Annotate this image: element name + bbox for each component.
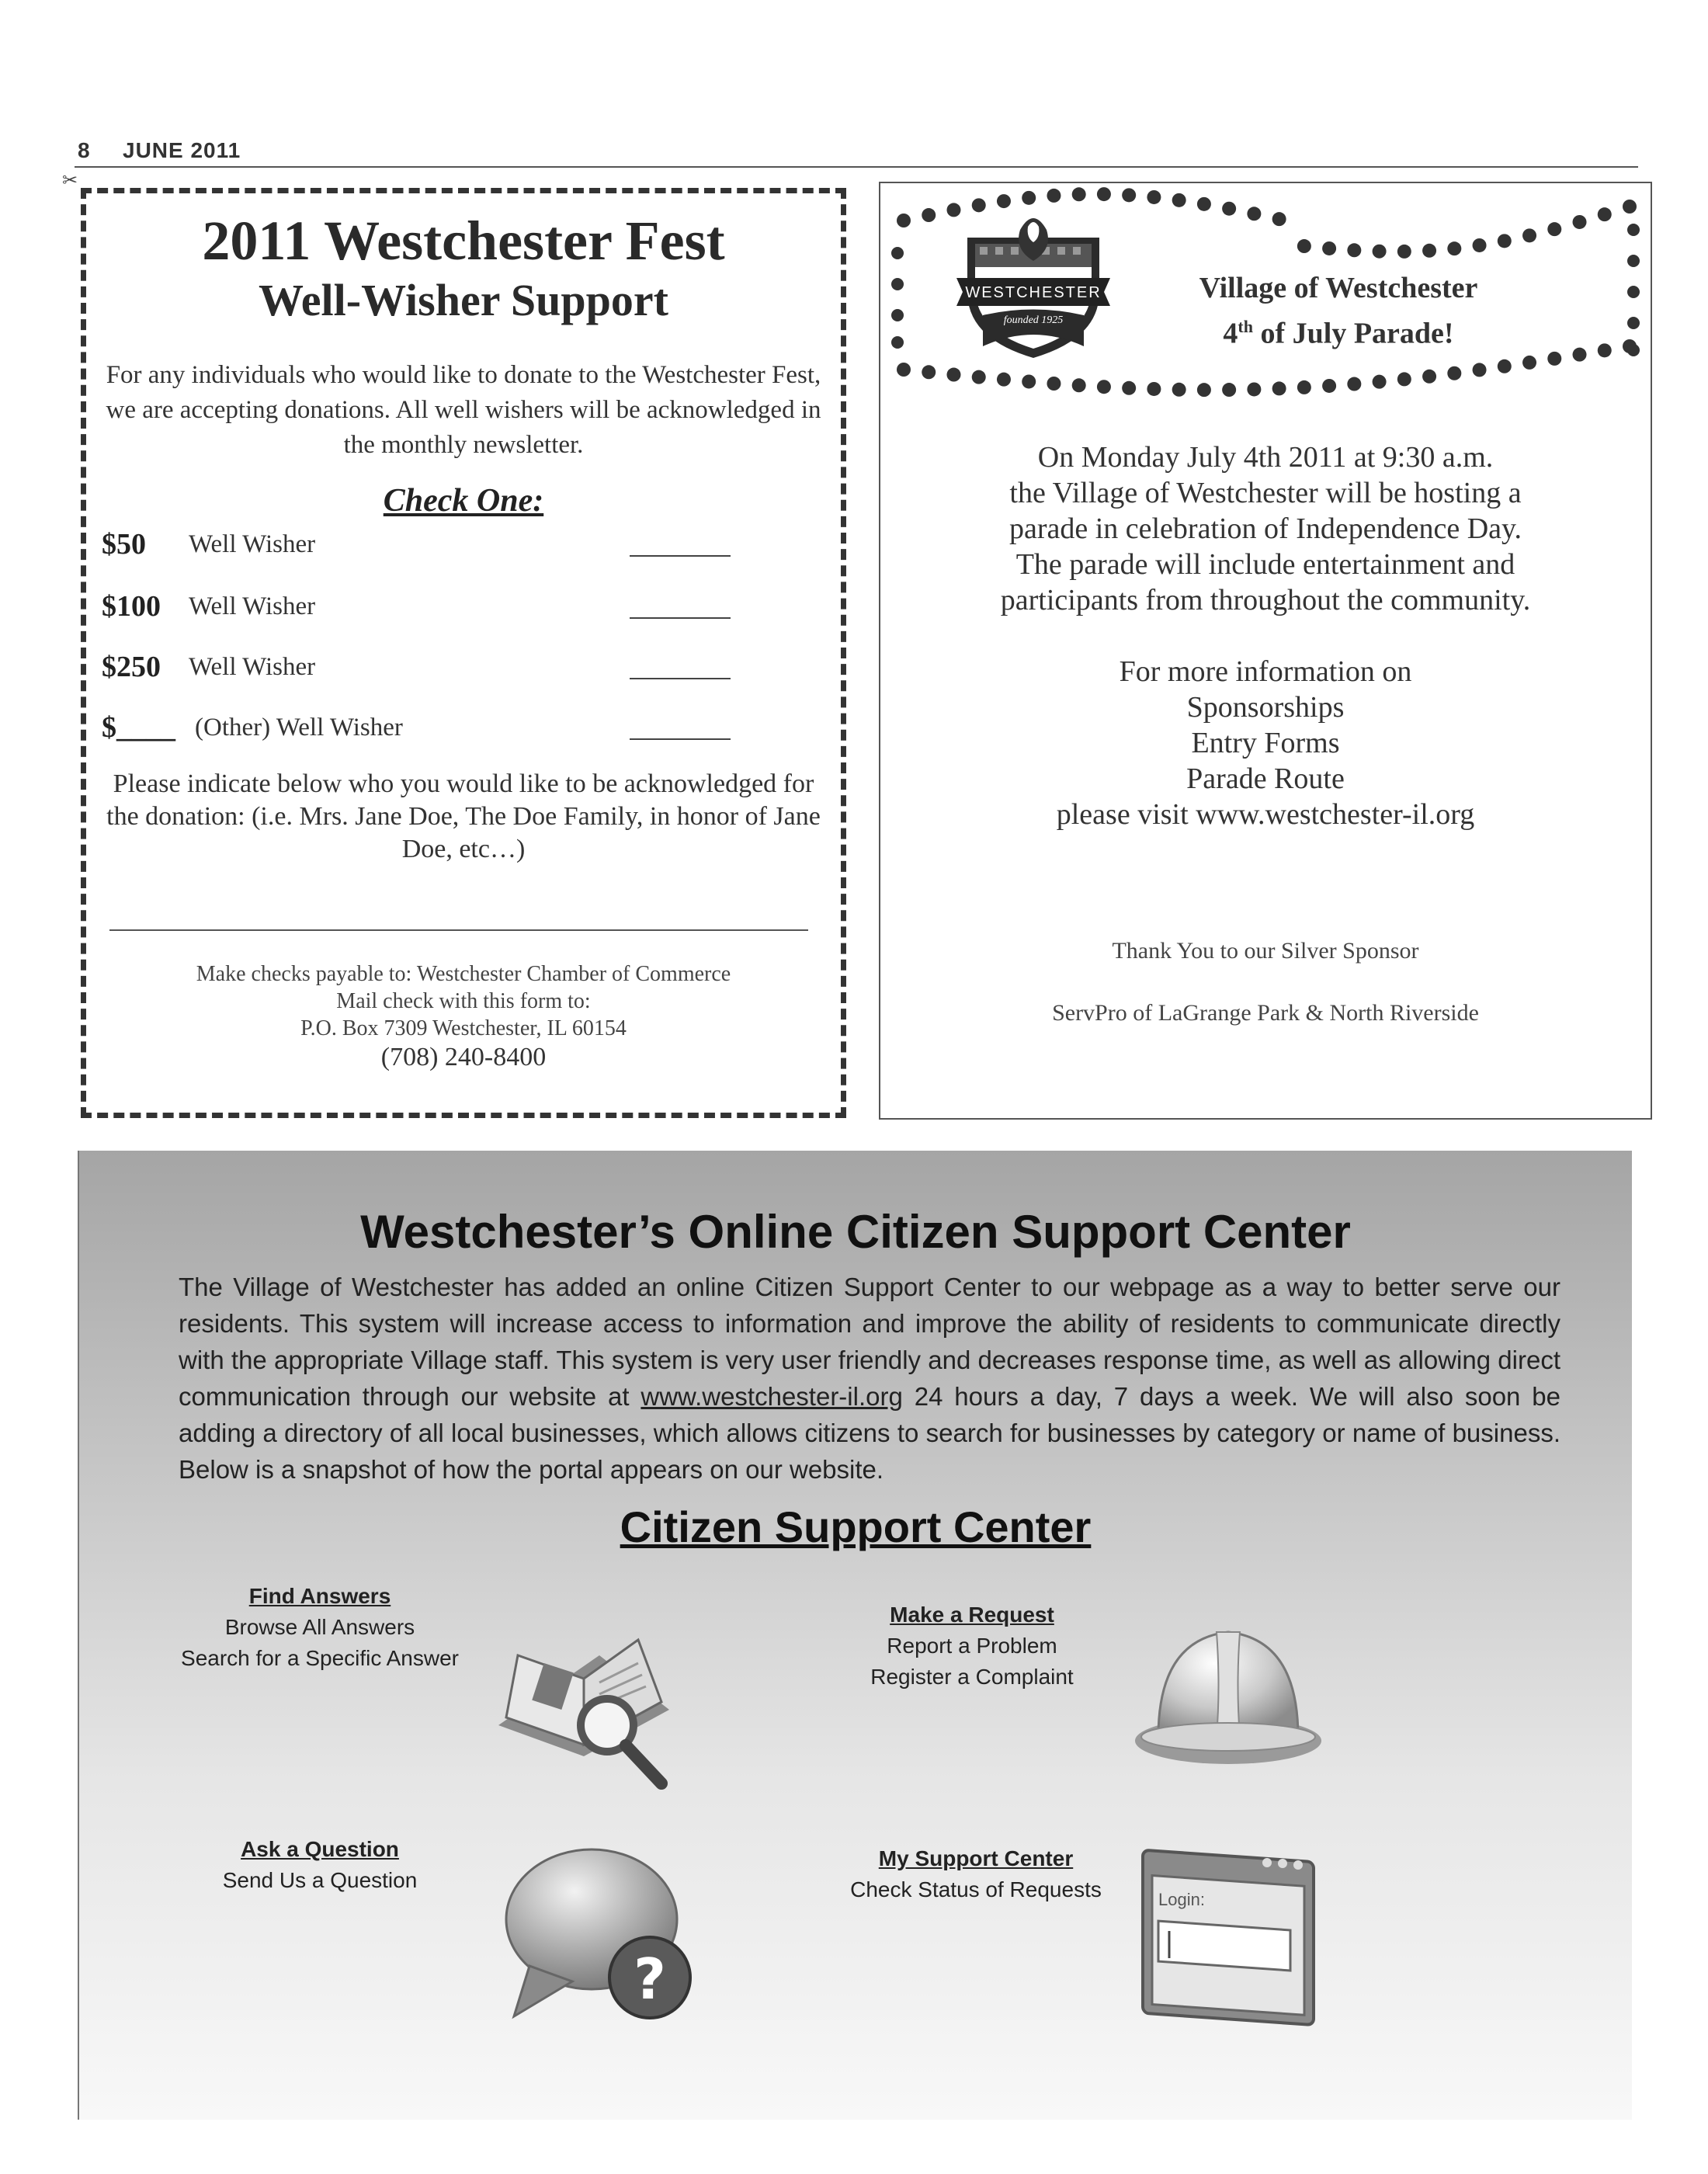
option-checkline[interactable] xyxy=(630,555,731,557)
header-rule xyxy=(75,166,1638,168)
option-label: Well Wisher xyxy=(189,530,316,558)
body-line: parade in celebration of Independence Day. xyxy=(1008,512,1522,545)
speech-bubble-question-icon[interactable] xyxy=(498,1834,708,2028)
acknowledge-text: Please indicate below who you would like to be acknowledged for the donation: (i.e. Mrs. Jane Doe, The Doe Family, in honor of Jane Doe, etc…) xyxy=(106,769,821,863)
banner-dot xyxy=(1547,352,1561,366)
banner-dot xyxy=(1197,197,1211,211)
logo-founded: founded 1925 xyxy=(1003,314,1064,326)
my-support-center-link[interactable]: My Support Center xyxy=(878,1846,1074,1870)
make-request-group xyxy=(856,1599,1088,1693)
body-line: On Monday July 4th 2011 at 9:30 a.m. xyxy=(1037,441,1494,474)
well-wisher-coupon xyxy=(81,188,846,1118)
browse-all-answers-link[interactable]: Browse All Answers xyxy=(224,1615,415,1639)
banner-dot xyxy=(997,373,1011,387)
banner-dot xyxy=(1272,212,1286,226)
parade-title-line2: 4th of July Parade! xyxy=(1223,317,1454,350)
login-label: Login: xyxy=(1158,1890,1205,1909)
address-text: P.O. Box 7309 Westchester, IL 60154 xyxy=(300,1016,627,1040)
banner-dot xyxy=(1147,190,1161,204)
option-checkline[interactable] xyxy=(630,738,731,740)
banner-dot xyxy=(1522,356,1536,370)
sponsor-name: ServPro of LaGrange Park & North Riverside xyxy=(1052,1000,1479,1026)
option-amount: $____ xyxy=(102,711,175,744)
banner-dot xyxy=(1122,381,1136,395)
banner-dot xyxy=(922,365,936,379)
banner-dot xyxy=(1373,375,1387,389)
banner-dot xyxy=(891,336,904,349)
phone-number: (708) 240-8400 xyxy=(380,1043,547,1071)
find-answers-group xyxy=(165,1581,475,1674)
ask-question-link[interactable]: Ask a Question xyxy=(241,1837,399,1861)
option-label: Well Wisher xyxy=(189,592,316,620)
parade-description xyxy=(880,439,1651,618)
body-line: participants from throughout the community. xyxy=(1000,584,1531,616)
banner-dot xyxy=(1122,188,1136,202)
banner-dot xyxy=(1498,359,1512,373)
banner-dot xyxy=(1422,244,1436,258)
banner-dot xyxy=(1373,245,1387,259)
banner-dot xyxy=(1627,224,1640,236)
banner-dot xyxy=(1072,187,1086,201)
option-label: (Other) Well Wisher xyxy=(195,714,403,741)
coupon-intro: For any individuals who would like to donate to the Westchester Fest, we are accepting donations. All well wishers will be acknowledged in the monthly newsletter. xyxy=(106,361,821,459)
banner-dot xyxy=(1097,187,1111,201)
mailing-info xyxy=(86,960,841,1042)
logo-text: WESTCHESTER xyxy=(965,284,1102,301)
banner-dot xyxy=(1197,383,1211,397)
book-magnifier-icon[interactable] xyxy=(483,1609,685,1795)
banner-dot xyxy=(1322,241,1336,255)
banner-dot xyxy=(1447,241,1461,255)
banner-dot xyxy=(1172,193,1186,207)
banner-dot xyxy=(1047,377,1061,391)
banner-dot xyxy=(1598,343,1612,357)
banner-dot xyxy=(1097,380,1111,394)
banner-dot xyxy=(1598,207,1612,221)
website-link[interactable]: www.westchester-il.org xyxy=(640,1382,903,1411)
banner-dot xyxy=(1347,377,1361,391)
coupon-subtitle: Well-Wisher Support xyxy=(258,275,668,325)
banner-dot xyxy=(891,278,904,290)
banner-dot xyxy=(1422,370,1436,384)
banner-dot xyxy=(1247,382,1261,396)
parade-title xyxy=(1137,269,1540,353)
banner-dot xyxy=(1072,378,1086,392)
coupon-title: 2011 Westchester Fest xyxy=(202,210,725,272)
banner-dot xyxy=(1473,238,1487,252)
mail-text: Mail check with this form to: xyxy=(336,989,591,1013)
issue-date: JUNE 2011 xyxy=(123,138,241,162)
banner-dot xyxy=(946,368,960,382)
option-50 xyxy=(102,527,831,574)
banner-dot xyxy=(1573,215,1587,229)
banner-dot xyxy=(1297,239,1311,253)
make-request-link[interactable]: Make a Request xyxy=(890,1603,1054,1627)
option-100 xyxy=(102,589,831,636)
check-one-heading: Check One: xyxy=(383,483,544,519)
find-answers-link[interactable]: Find Answers xyxy=(248,1584,391,1608)
westchester-logo xyxy=(952,207,1115,362)
option-checkline[interactable] xyxy=(630,678,731,679)
info-line-website[interactable]: please visit www.westchester-il.org xyxy=(1056,798,1475,831)
banner-dot xyxy=(891,309,904,321)
info-line: Sponsorships xyxy=(1186,691,1345,724)
register-complaint-link[interactable]: Register a Complaint xyxy=(870,1665,1074,1689)
option-checkline[interactable] xyxy=(630,617,731,619)
banner-dot xyxy=(1627,286,1640,298)
option-250 xyxy=(102,650,831,696)
banner-dot xyxy=(1627,344,1640,356)
banner-dot xyxy=(972,370,986,384)
citizen-support-center-title: Citizen Support Center xyxy=(620,1502,1092,1551)
banner-dot xyxy=(1172,383,1186,397)
info-line: For more information on xyxy=(1119,655,1412,688)
ask-question-group xyxy=(203,1834,436,1896)
report-problem-link[interactable]: Report a Problem xyxy=(887,1634,1057,1658)
search-answer-link[interactable]: Search for a Specific Answer xyxy=(181,1646,459,1670)
banner-dot xyxy=(1022,191,1036,205)
support-heading: Westchester’s Online Citizen Support Center xyxy=(360,1206,1351,1258)
banner-dot xyxy=(1397,245,1411,259)
citizen-support-section xyxy=(79,1151,1632,2120)
banner-dot xyxy=(1347,243,1361,257)
option-other xyxy=(102,710,831,757)
banner-dot xyxy=(1627,255,1640,267)
banner-dot xyxy=(1447,366,1461,380)
banner-dot xyxy=(1573,348,1587,362)
body-line: The parade will include entertainment and xyxy=(1015,548,1515,581)
send-question-link[interactable]: Send Us a Question xyxy=(222,1868,418,1892)
option-amount: $250 xyxy=(102,651,161,683)
option-amount: $100 xyxy=(102,590,161,623)
hard-hat-icon[interactable] xyxy=(1127,1609,1329,1772)
scissors-icon: ✂ xyxy=(62,169,78,191)
banner-dot xyxy=(1397,372,1411,386)
body-line: the Village of Westchester will be hosting a xyxy=(1009,477,1522,509)
banner-dot xyxy=(1547,222,1561,236)
check-status-link[interactable]: Check Status of Requests xyxy=(850,1877,1102,1901)
parade-title-line1: Village of Westchester xyxy=(1199,272,1478,304)
banner-dot xyxy=(1322,379,1336,393)
banner-dot xyxy=(1627,317,1640,329)
support-description: The Village of Westchester has added an online Citizen Support Center to our webpage as a way to better serve our residents. This system will increase access to information and improve the ability of residents to communicate directly with the appropriate Village staff. This system is very user friendly and decreases response time, as well as allowing direct communication through our website at www.westchester-il.org 24 hours a day, 7 days a week. We will also soon be adding a directory of all local businesses, which allows citizens to search for businesses by category or name of business. Below is a snapshot of how the portal appears on our website. xyxy=(179,1273,1561,1484)
info-line: Entry Forms xyxy=(1191,727,1340,759)
banner-dot xyxy=(1473,363,1487,377)
banner-dot xyxy=(897,363,911,377)
option-amount: $50 xyxy=(102,528,146,561)
banner-dot xyxy=(1022,374,1036,388)
my-support-center-group xyxy=(836,1843,1116,1905)
banner-dot xyxy=(1498,234,1512,248)
sponsor-thanks: Thank You to our Silver Sponsor xyxy=(1112,938,1419,964)
page-number: 8 xyxy=(78,138,91,162)
banner-dot xyxy=(1147,382,1161,396)
banner-dot xyxy=(1222,383,1236,397)
payable-text: Make checks payable to: Westchester Chamber of Commerce xyxy=(196,962,731,986)
banner-dot xyxy=(1297,380,1311,394)
login-window-icon[interactable] xyxy=(1135,1842,1329,2028)
banner-dot xyxy=(1222,202,1236,216)
option-label: Well Wisher xyxy=(189,653,316,681)
info-line: Parade Route xyxy=(1186,762,1345,795)
banner-dot xyxy=(891,247,904,259)
svg-text:?: ? xyxy=(634,1947,666,2012)
parade-more-info xyxy=(880,654,1651,832)
banner-dot xyxy=(1272,381,1286,395)
banner-dot xyxy=(922,208,936,222)
banner-dot xyxy=(1247,207,1261,221)
banner-dot xyxy=(1047,189,1061,203)
banner-dot xyxy=(1623,200,1637,214)
acknowledge-fill-line[interactable] xyxy=(109,929,808,931)
banner-dot xyxy=(1522,228,1536,242)
parade-announcement xyxy=(879,182,1652,1120)
banner-dot xyxy=(897,214,911,227)
